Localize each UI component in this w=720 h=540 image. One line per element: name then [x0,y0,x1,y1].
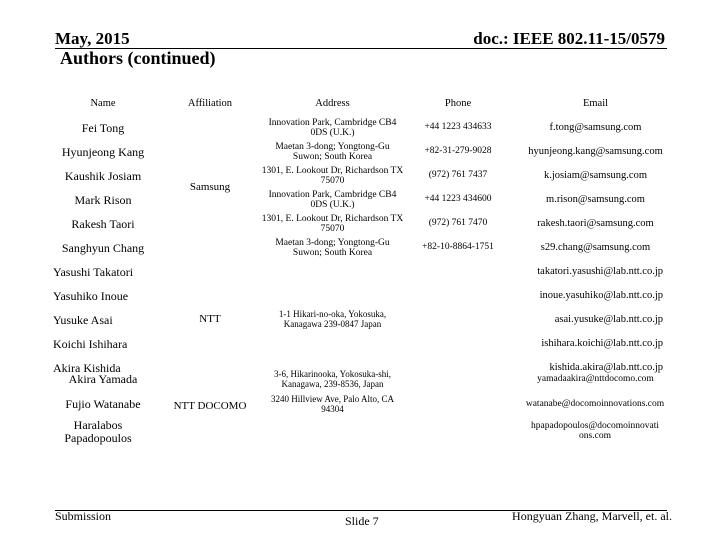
author-email: hyunjeong.kang@samsung.com [528,146,663,158]
author-name: Akira Yamada [68,372,138,387]
author-email: kishida.akira@lab.ntt.co.jp [549,362,663,374]
column-header-affiliation: Affiliation [187,98,233,110]
footer-authors: Hongyuan Zhang, Marvell, et. al. [512,509,672,523]
column-header-phone: Phone [444,98,472,110]
author-address: Innovation Park, Cambridge CB4 0DS (U.K.) [268,117,397,138]
author-name: Rakesh Taori [71,216,135,231]
author-address: Maetan 3-dong; Yongtong-Gu Suwon; South Korea [275,237,390,258]
author-phone: +82-10-8864-1751 [422,242,494,253]
author-affiliation: NTT [199,313,221,326]
header-doc-id: doc.: IEEE 802.11-15/0579 [473,29,665,48]
author-name: Akira Kishida [53,360,121,375]
slide-number: Slide 7 [345,514,379,528]
author-address: 3240 Hillview Ave, Palo Alto, CA 94304 [270,393,395,414]
author-phone: +82-31-279-9028 [424,146,492,157]
table-header-row [48,92,678,116]
author-email: s29.chang@samsung.com [540,242,651,254]
author-name: Mark Rison [74,192,132,207]
author-name: Sanghyun Chang [61,240,145,255]
author-email: ishihara.koichi@lab.ntt.co.jp [541,338,663,350]
author-name: Yasuhiko Inoue [53,288,129,303]
author-affiliation: NTT DOCOMO [173,400,247,413]
author-email: f.tong@samsung.com [549,122,642,134]
author-phone: (972) 761 7470 [428,218,488,229]
author-phone: +44 1223 434600 [424,194,492,205]
author-email: watanabe@docomoinnovations.com [525,398,665,409]
author-email: takatori.yasushi@lab.ntt.co.jp [537,266,663,278]
column-header-name: Name [90,98,116,110]
author-name: Fei Tong [81,120,125,135]
author-address: Innovation Park, Cambridge CB4 0DS (U.K.) [268,189,397,210]
author-address: 3-6, Hikarinooka, Yokosuka-shi, Kanagawa, 239-8536, Japan [274,368,391,389]
author-name: Yasushi Takatori [53,264,134,279]
author-name: Hyunjeong Kang [61,144,145,159]
author-address: 1301, E. Lookout Dr, Richardson TX 75070 [261,213,404,234]
author-phone: +44 1223 434633 [424,122,492,133]
author-name: Koichi Ishihara [53,336,128,351]
page-title: Authors (continued) [60,48,216,68]
footer-submission: Submission [55,509,112,523]
author-email: hpapadopoulos@docomoinnovations.com [530,421,659,441]
author-address: Maetan 3-dong; Yongtong-Gu Suwon; South Korea [275,141,390,162]
author-phone: (972) 761 7437 [428,170,488,181]
author-address: 1301, E. Lookout Dr, Richardson TX 75070 [261,165,404,186]
author-email: rakesh.taori@samsung.com [537,218,654,230]
affiliation-group-ntt [48,260,678,380]
affiliation-group-docomo [48,367,678,447]
author-name: Haralabos Papadopoulos [64,418,132,445]
authors-table [48,92,678,460]
author-email: k.josiam@samsung.com [544,170,647,182]
author-email: inoue.yasuhiko@lab.ntt.co.jp [539,290,663,302]
author-address: 1-1 Hikari-no-oka, Yokosuka, Kanagawa 239-0847 Japan [278,309,387,329]
author-email: m.rison@samsung.com [546,194,645,206]
column-header-email: Email [582,98,609,110]
author-name: Kaushik Josiam [64,168,142,183]
header-date: May, 2015 [55,29,130,48]
column-header-address: Address [315,98,350,110]
author-affiliation: Samsung [189,181,231,194]
author-name: Yusuke Asai [53,312,113,327]
author-email: yamadaakira@nttdocomo.com [537,373,654,384]
affiliation-group-samsung [48,116,678,260]
author-name: Fujio Watanabe [65,397,141,412]
author-email: asai.yusuke@lab.ntt.co.jp [554,314,663,326]
